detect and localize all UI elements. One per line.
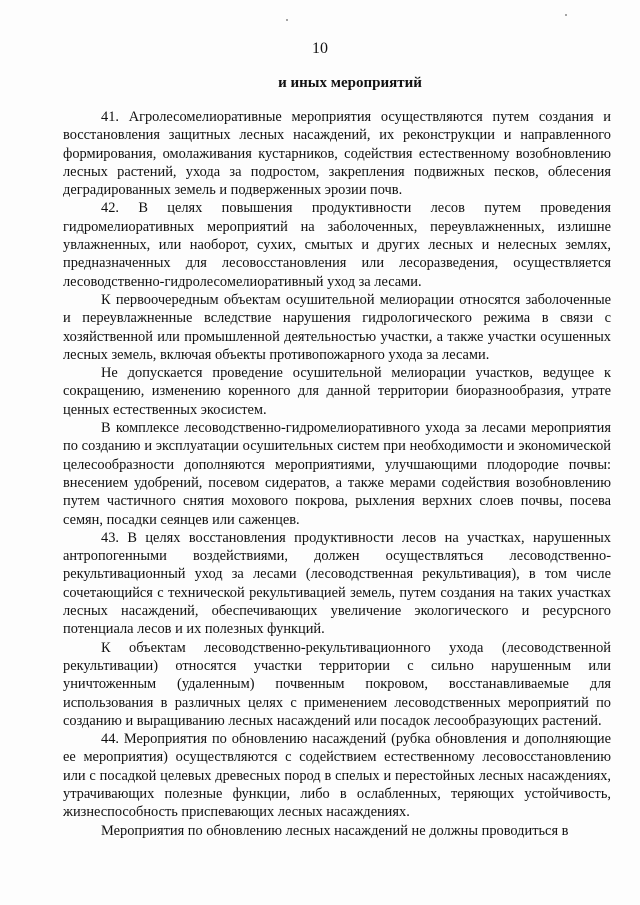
paragraph-drainage-restriction: Не допускается проведение осушительной мелиорации участков, ведущее к сокращению, изменению коренного для данной территории биоразнообразия, утрате ценных естественных экосистем. [63, 365, 611, 418]
paragraph-drainage-objects: К первоочередным объектам осушительной мелиорации относятся заболоченные и переувлажненные вследствие нарушения гидрологического режима в связи с хозяйственной или промышленной деятельностью участки, а также участки осушенных лесных земель, включая объекты противопожарного ухода за лесами. [63, 291, 611, 363]
scan-speck [565, 14, 567, 16]
section-heading: и иных мероприятий [278, 75, 422, 91]
paragraph-44: 44. Мероприятия по обновлению насаждений (рубка обновления и дополняющие ее мероприятия) осуществляются с содействием естественному лесовосстановлению или с посадкой целевых древесных пород в спелых и перестойных лесных насаждениях, утрачивающих полезные функции, либо в ослабленных, теряющих устойчивость, жизнеспособность приспевающих лесных насаждениях. [63, 731, 611, 821]
paragraph-42: 42. В целях повышения продуктивности лесов путем проведения гидромелиоративных мероприятий на заболоченных, переувлажненных, излишне увлажненных, или наоборот, сухих, смытых и других лесных и нелесных землях, предназначенных для лесовосстановления или лесоразведения, осуществляется лесоводственно-гидролесомелиоративный уход за лесами. [63, 200, 611, 290]
paragraph-41: 41. Агролесомелиоративные мероприятия осуществляются путем создания и восстановления защитных лесных насаждений, их реконструкции и направленного формирования, омолаживания кустарников, содействия естественному возобновлению лесных растений, ухода за подростом, закрепления подвижных песков, облесения деградированных земель и подверженных эрозии почв. [63, 109, 611, 199]
document-body [63, 108, 611, 840]
paragraph-recultivation-objects: К объектам лесоводственно-рекультивационного ухода (лесоводственной рекультивации) относятся участки территории с сильно нарушенным или уничтоженным (удаленным) почвенным покровом, восстанавливаемые для использования в различных целях с применением лесоводственных мероприятий по созданию и выращиванию лесных насаждений или посадок лесообразующих растений. [63, 639, 611, 729]
paragraph-renewal-restriction: Мероприятия по обновлению лесных насаждений не должны проводиться в [101, 822, 569, 839]
page-number: 10 [312, 40, 328, 57]
paragraph-drainage-complex: В комплексе лесоводственно-гидромелиоративного ухода за лесами мероприятия по созданию и эксплуатации осушительных систем при необходимости и экономической целесообразности дополняются мероприятиями, улучшающими плодородие почвы: внесением удобрений, посевом сидератов, а также мерами содействия возобновлению путем частичного снятия мохового покрова, рыхления верхних слоев почвы, посева семян, посадки сеянцев или саженцев. [63, 420, 611, 528]
scan-speck [286, 19, 288, 21]
paragraph-43: 43. В целях восстановления продуктивности лесов на участках, нарушенных антропогенными воздействиями, должен осуществляться лесоводственно-рекультивационный уход за лесами (лесоводственная рекультивация), в том числе сочетающийся с технической рекультивацией земель, путем создания на таких участках лесных насаждений, обеспечивающих увеличение экологического и ресурсного потенциала лесов и их полезных функций. [63, 529, 611, 638]
